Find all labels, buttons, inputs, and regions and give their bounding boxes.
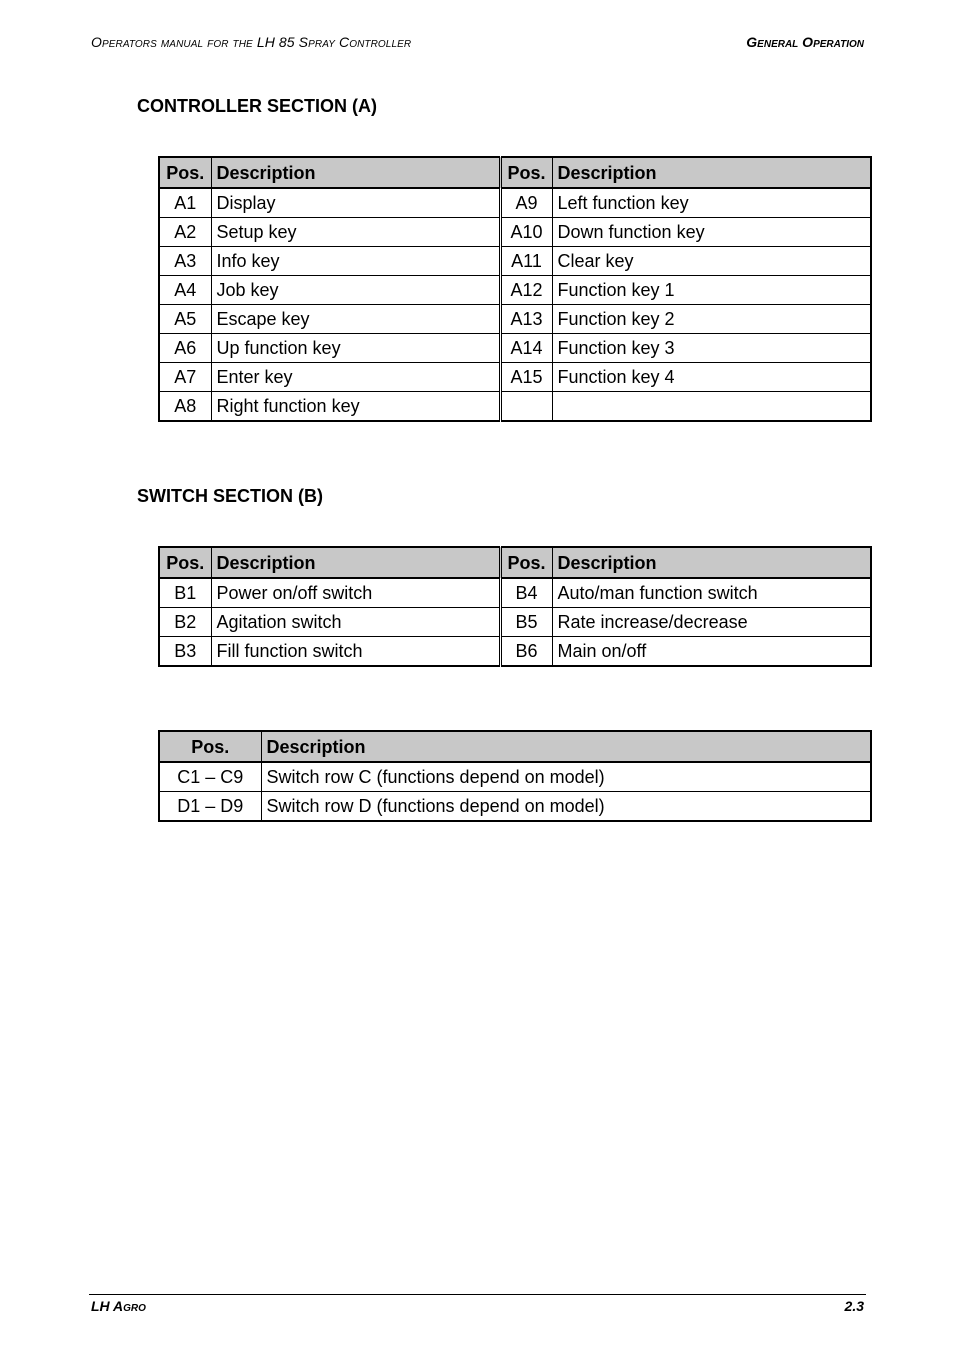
- pos-cell: C1 – C9: [159, 762, 261, 792]
- description-cell: Setup key: [211, 218, 500, 247]
- description-cell: Function key 1: [552, 276, 871, 305]
- table-row: [159, 762, 871, 792]
- description-cell: Power on/off switch: [211, 578, 500, 608]
- table-row: [159, 792, 871, 822]
- column-header-description: Description: [211, 157, 500, 188]
- description-cell: Left function key: [552, 188, 871, 218]
- running-header-chapter: General Operation: [746, 34, 864, 50]
- controller-section-heading: CONTROLLER SECTION (A): [137, 96, 377, 116]
- description-cell: Main on/off: [552, 637, 871, 667]
- switch-section-table: [158, 546, 872, 667]
- table-row: [159, 247, 871, 276]
- description-cell: Function key 2: [552, 305, 871, 334]
- table-row: [159, 363, 871, 392]
- pos-cell: A5: [159, 305, 211, 334]
- column-header-description: Description: [261, 731, 871, 762]
- table-row: [159, 276, 871, 305]
- column-header-pos: Pos.: [159, 157, 211, 188]
- pos-cell: B3: [159, 637, 211, 667]
- table-header-row: [159, 731, 871, 762]
- pos-cell: B2: [159, 608, 211, 637]
- table-header-row: [159, 547, 871, 578]
- pos-cell: A15: [500, 363, 552, 392]
- table-row: [159, 608, 871, 637]
- pos-cell: B4: [500, 578, 552, 608]
- pos-cell: A9: [500, 188, 552, 218]
- footer-divider: [89, 1294, 866, 1295]
- column-header-description: Description: [211, 547, 500, 578]
- controller-section-table: [158, 156, 872, 422]
- pos-cell: B5: [500, 608, 552, 637]
- page-number: 2.3: [844, 1298, 864, 1314]
- description-cell-empty: [552, 392, 871, 422]
- pos-cell-empty: [500, 392, 552, 422]
- table-header-row: [159, 157, 871, 188]
- description-cell: Right function key: [211, 392, 500, 422]
- pos-cell: A12: [500, 276, 552, 305]
- description-cell: Agitation switch: [211, 608, 500, 637]
- description-cell: Enter key: [211, 363, 500, 392]
- column-header-pos: Pos.: [159, 731, 261, 762]
- pos-cell: A11: [500, 247, 552, 276]
- running-header-title: Operators manual for the LH 85 Spray Controller: [91, 34, 412, 50]
- pos-cell: D1 – D9: [159, 792, 261, 822]
- column-header-description: Description: [552, 547, 871, 578]
- description-cell: Fill function switch: [211, 637, 500, 667]
- column-header-pos: Pos.: [500, 157, 552, 188]
- description-cell: Clear key: [552, 247, 871, 276]
- pos-cell: A6: [159, 334, 211, 363]
- table-row: [159, 305, 871, 334]
- table-row: [159, 392, 871, 422]
- footer-company: LH Agro: [91, 1298, 146, 1314]
- table-row: [159, 578, 871, 608]
- pos-cell: A14: [500, 334, 552, 363]
- pos-cell: A3: [159, 247, 211, 276]
- description-cell: Up function key: [211, 334, 500, 363]
- switch-section-heading: SWITCH SECTION (B): [137, 486, 323, 506]
- table-row: [159, 637, 871, 667]
- description-cell: Auto/man function switch: [552, 578, 871, 608]
- pos-cell: A4: [159, 276, 211, 305]
- description-cell: Switch row D (functions depend on model): [261, 792, 871, 822]
- table-row: [159, 218, 871, 247]
- pos-cell: A1: [159, 188, 211, 218]
- description-cell: Info key: [211, 247, 500, 276]
- pos-cell: A2: [159, 218, 211, 247]
- description-cell: Function key 3: [552, 334, 871, 363]
- description-cell: Job key: [211, 276, 500, 305]
- table-row: [159, 334, 871, 363]
- pos-cell: B6: [500, 637, 552, 667]
- pos-cell: A10: [500, 218, 552, 247]
- description-cell: Down function key: [552, 218, 871, 247]
- column-header-pos: Pos.: [159, 547, 211, 578]
- pos-cell: A13: [500, 305, 552, 334]
- pos-cell: A7: [159, 363, 211, 392]
- table-row: [159, 188, 871, 218]
- column-header-description: Description: [552, 157, 871, 188]
- description-cell: Rate increase/decrease: [552, 608, 871, 637]
- column-header-pos: Pos.: [500, 547, 552, 578]
- pos-cell: A8: [159, 392, 211, 422]
- description-cell: Switch row C (functions depend on model): [261, 762, 871, 792]
- description-cell: Function key 4: [552, 363, 871, 392]
- description-cell: Display: [211, 188, 500, 218]
- pos-cell: B1: [159, 578, 211, 608]
- switch-rows-cd-table: [158, 730, 872, 822]
- description-cell: Escape key: [211, 305, 500, 334]
